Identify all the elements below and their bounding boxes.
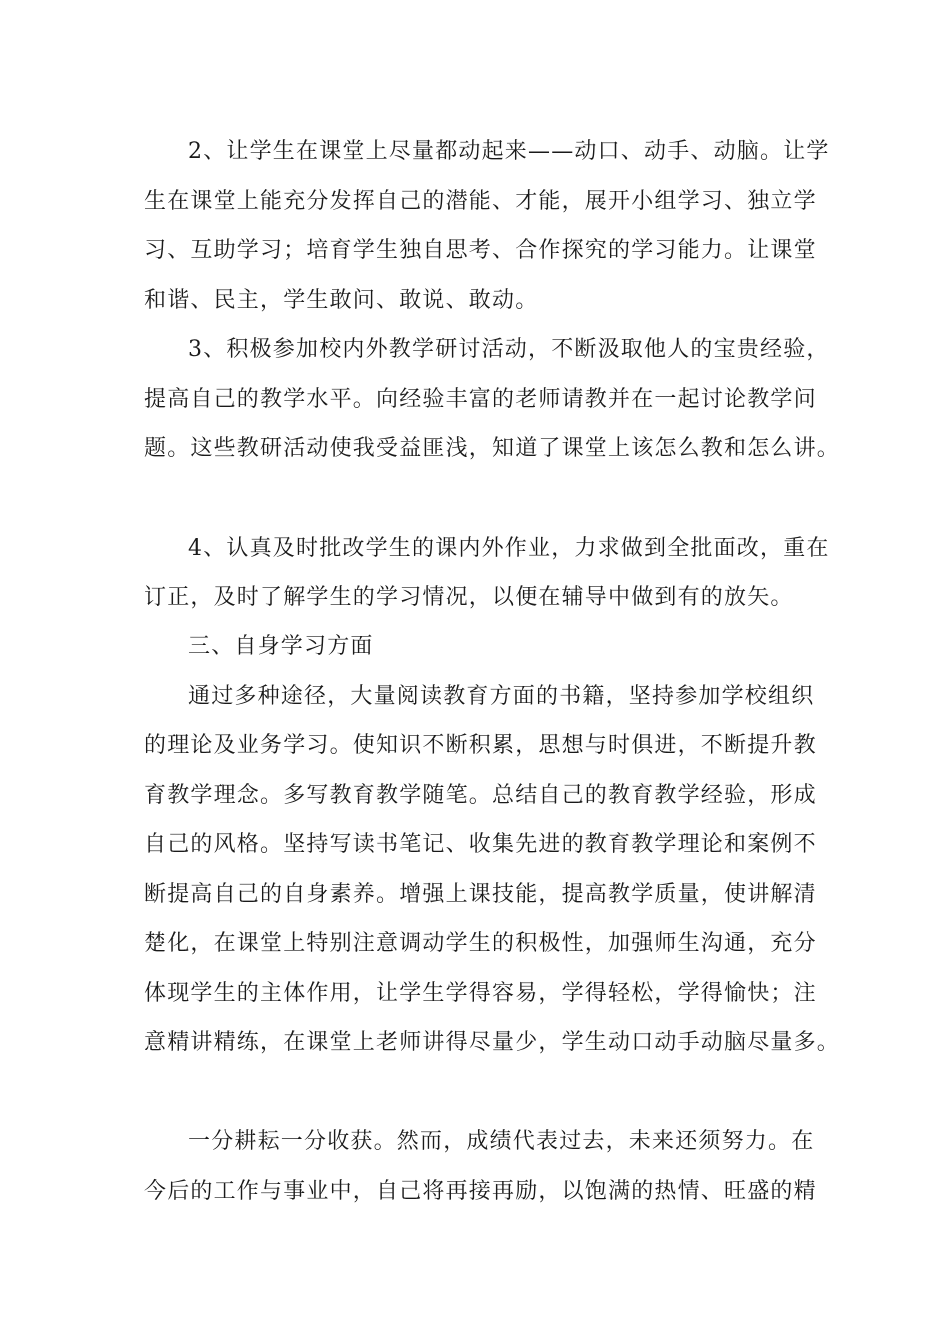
text-line: 断提高自己的自身素养。增强上课技能，提高教学质量，使讲解清	[144, 882, 817, 907]
text-line: 4、认真及时批改学生的课内外作业，力求做到全批面改，重在	[188, 536, 830, 561]
text-line: 生在课堂上能充分发挥自己的潜能、才能，展开小组学习、独立学	[144, 189, 817, 214]
text-line: 3、积极参加校内外教学研讨活动，不断汲取他人的宝贵经验，	[188, 337, 830, 362]
text-line: 2、让学生在课堂上尽量都动起来——动口、动手、动脑。让学	[188, 139, 830, 164]
text-line: 通过多种途径，大量阅读教育方面的书籍，坚持参加学校组织	[188, 684, 815, 709]
text-line: 今后的工作与事业中，自己将再接再励，以饱满的热情、旺盛的精	[144, 1179, 817, 1204]
text-line: 和谐、民主，学生敢问、敢说、敢动。	[144, 288, 539, 313]
text-line: 体现学生的主体作用，让学生学得容易，学得轻松，学得愉快；注	[144, 981, 817, 1006]
text-line: 自己的风格。坚持写读书笔记、收集先进的教育教学理论和案例不	[144, 832, 817, 857]
text-line: 育教学理念。多写教育教学随笔。总结自己的教育教学经验，形成	[144, 783, 817, 808]
text-line: 订正，及时了解学生的学习情况，以便在辅导中做到有的放矢。	[144, 585, 794, 610]
text-line: 题。这些教研活动使我受益匪浅，知道了课堂上该怎么教和怎么讲。	[144, 436, 841, 461]
text-line: 一分耕耘一分收获。然而，成绩代表过去，未来还须努力。在	[188, 1129, 815, 1154]
text-line: 提高自己的教学水平。向经验丰富的老师请教并在一起讨论教学问	[144, 387, 817, 412]
section-heading: 三、自身学习方面	[188, 634, 374, 659]
text-line: 习、互助学习；培育学生独自思考、合作探究的学习能力。让课堂	[144, 238, 817, 263]
text-line: 的理论及业务学习。使知识不断积累，思想与时俱进，不断提升教	[144, 733, 817, 758]
text-line: 楚化，在课堂上特别注意调动学生的积极性，加强师生沟通，充分	[144, 931, 817, 956]
text-line: 意精讲精练，在课堂上老师讲得尽量少，学生动口动手动脑尽量多。	[144, 1030, 841, 1055]
